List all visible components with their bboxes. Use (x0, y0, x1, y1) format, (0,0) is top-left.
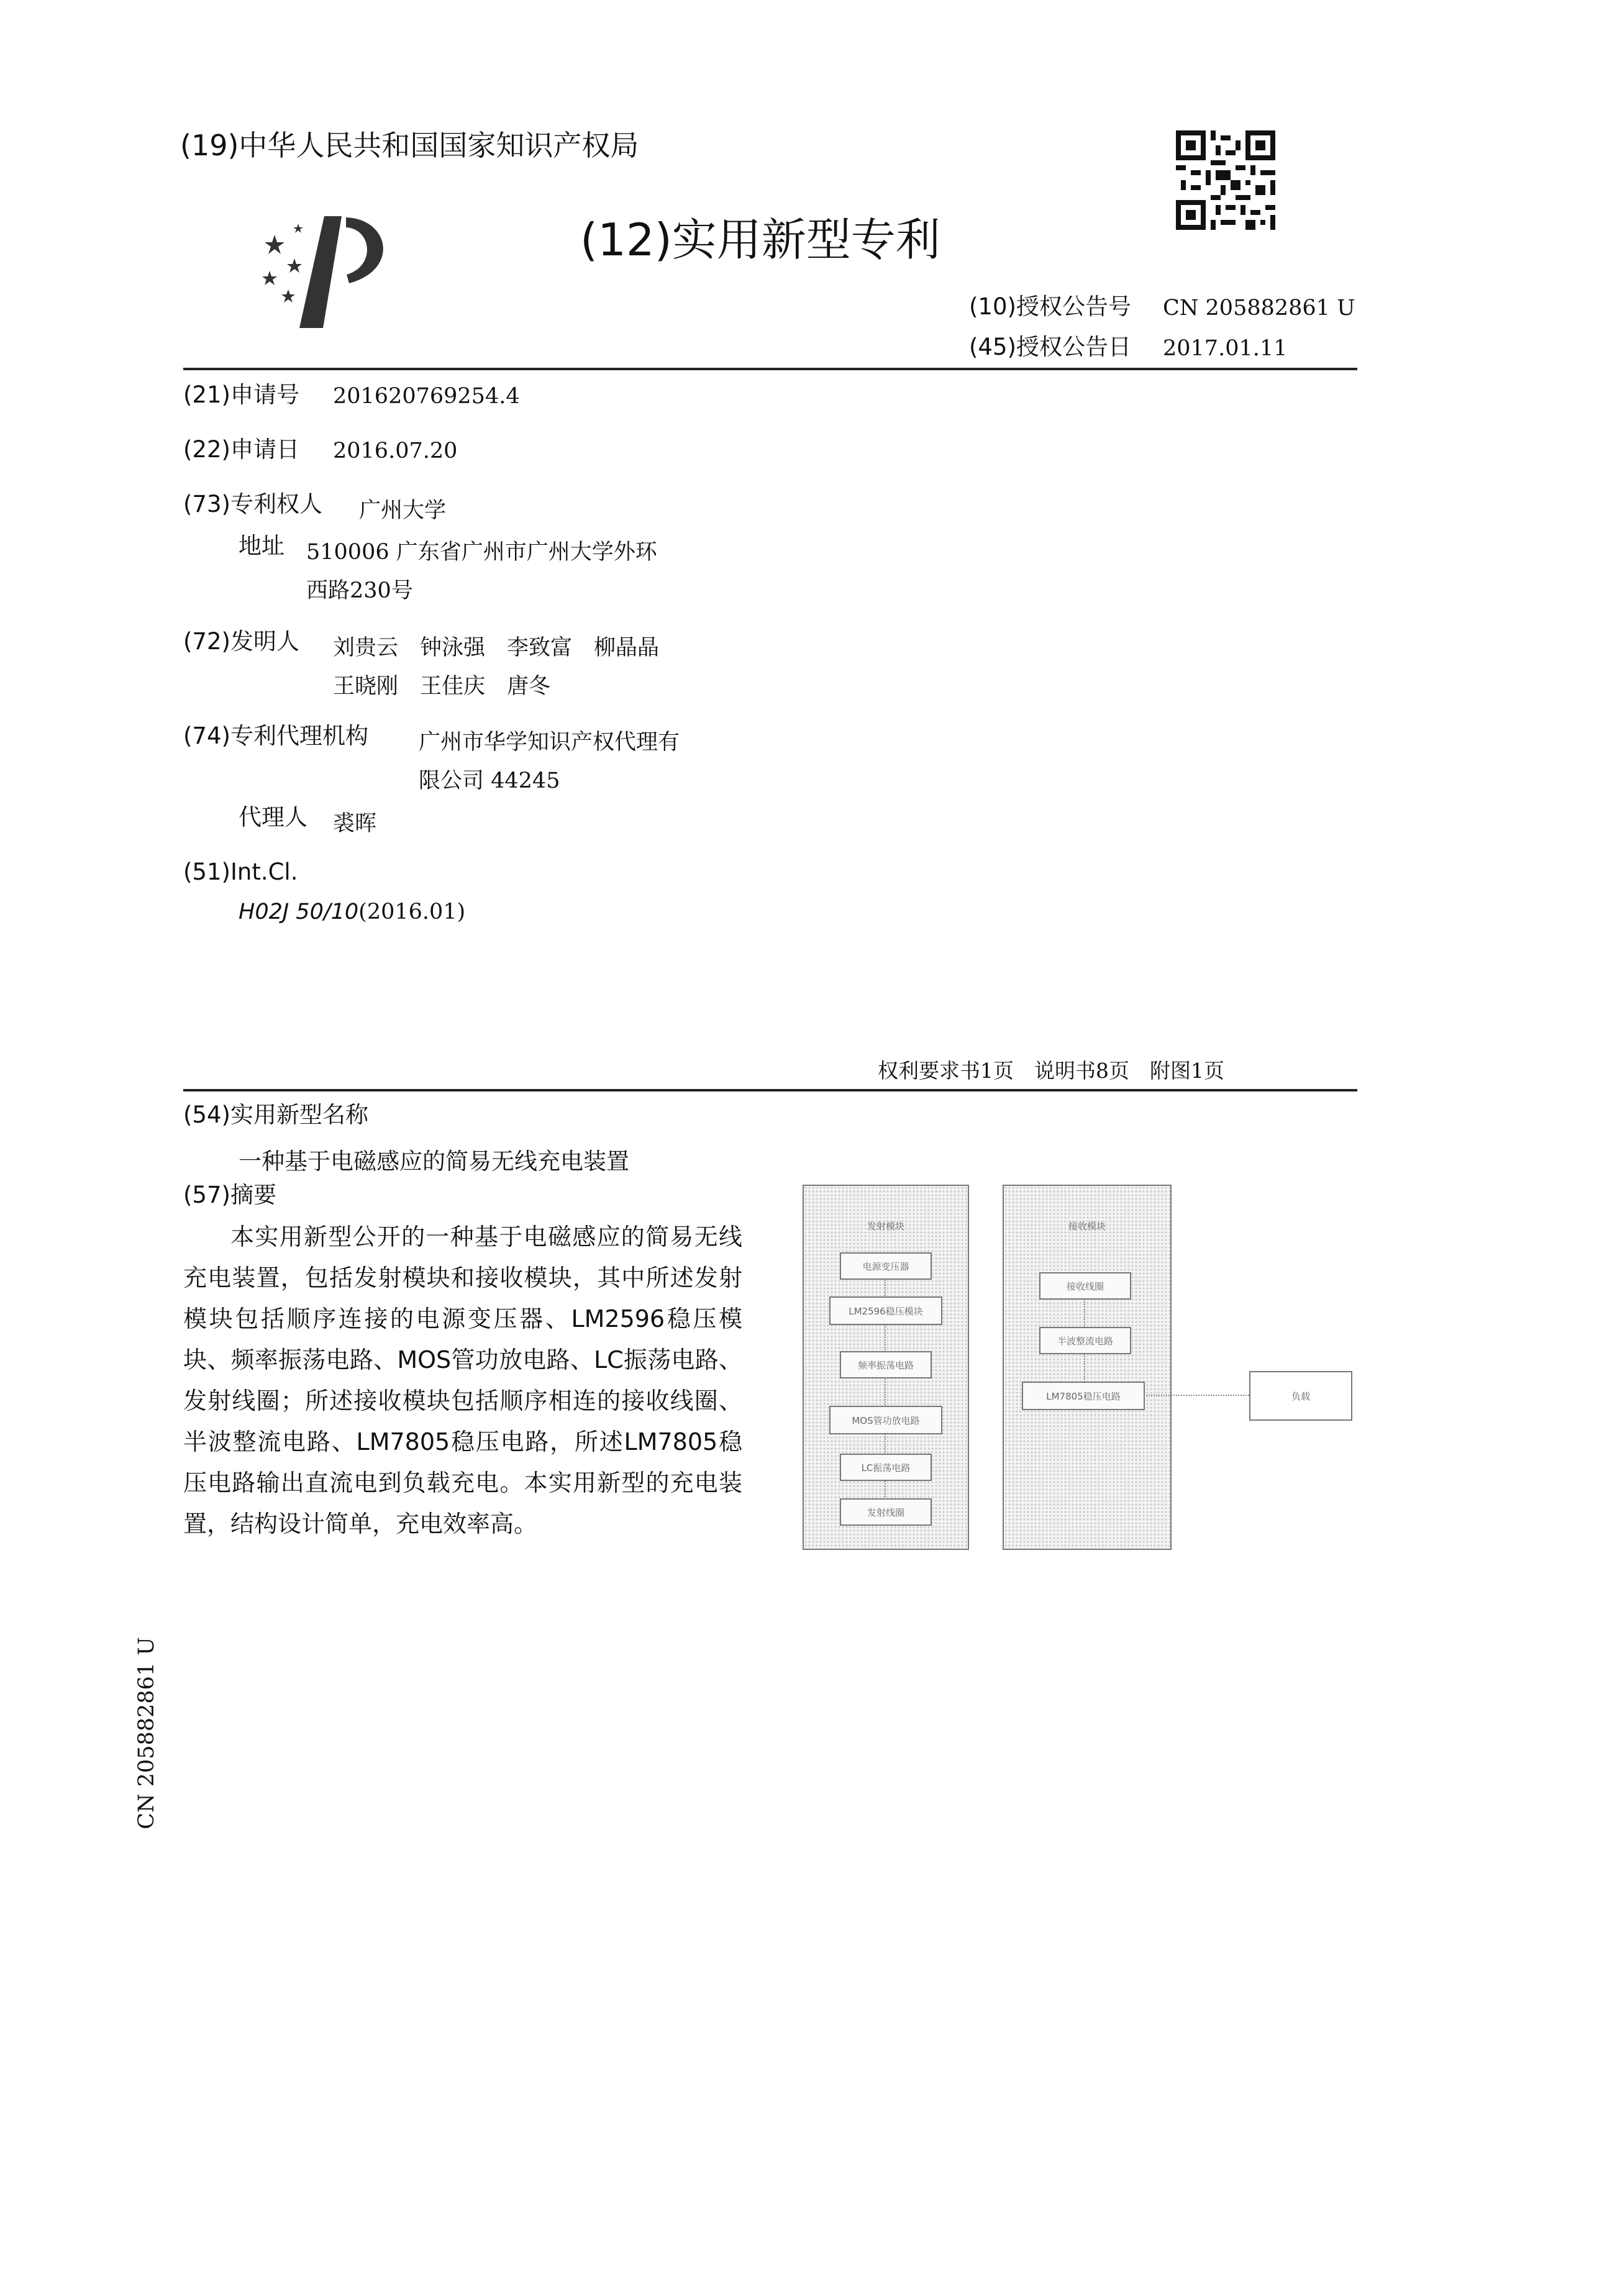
abstract-label: (57)摘要 (183, 1182, 276, 1208)
address-line-1: 510006 广东省广州市广州大学外环 (306, 540, 657, 565)
pub-no-label: (10)授权公告号 (969, 293, 1131, 320)
pub-no-value: CN 205882861 U (1163, 296, 1355, 321)
inventors-label: (72)发明人 (183, 628, 299, 655)
receiver-module-panel (1003, 1185, 1172, 1550)
side-publication-number: CN 205882861 U (134, 1637, 159, 1829)
receiver-block-half-wave-rectifier: 半波整流电路 (1039, 1327, 1131, 1354)
transmitter-block-frequency-oscillator: 频率振荡电路 (840, 1351, 932, 1378)
patentee-value: 广州大学 (359, 498, 447, 523)
pub-date-label: (45)授权公告日 (969, 334, 1131, 360)
qr-code (1176, 130, 1275, 230)
agency-line-2: 限公司 44245 (419, 768, 560, 793)
page-count-summary: 权利要求书1页 说明书8页 附图1页 (878, 1059, 1224, 1083)
agent-value: 裘晖 (333, 811, 377, 836)
inventors-line-1: 刘贵云 钟泳强 李致富 柳晶晶 (333, 636, 660, 660)
transmitter-block-mos-amplifier: MOS管功放电路 (829, 1406, 942, 1434)
receiver-block-receive-coil: 接收线圈 (1039, 1272, 1131, 1300)
intcl-label: (51)Int.Cl. (183, 859, 298, 885)
intcl-classification (239, 901, 465, 923)
receiver-module-title: 接收模块 (1068, 1221, 1106, 1232)
abstract-text: 本实用新型公开的一种基于电磁感应的简易无线充电装置，包括发射模块和接收模块，其中所述发射模块包括顺序连接的电源变压器、LM2596稳压模块、频率振荡电路、MOS管功放电路、LC振荡电路、发射线圈；所述接收模块包括顺序相连的接收线圈、半波整流电路、LM7805稳压电路，所述LM7805稳压电路输出直流电到负载充电。本实用新型的充电装置，结构设计简单，充电效率高。 (183, 1223, 742, 1538)
inventors-line-2: 王晓刚 王佳庆 唐冬 (333, 674, 551, 699)
header-divider (183, 368, 1357, 370)
transmitter-block-lc-oscillator: LC振荡电路 (840, 1454, 932, 1481)
transmitter-block-lm2596: LM2596稳压模块 (829, 1296, 942, 1325)
utility-model-title: 一种基于电磁感应的简易无线充电装置 (239, 1148, 629, 1175)
load-connector (1144, 1395, 1249, 1396)
title-label: (54)实用新型名称 (183, 1101, 368, 1128)
intcl-code: H02J 50/10 (239, 900, 359, 924)
address-line-2: 西路230号 (306, 578, 413, 603)
intcl-version: (2016.01) (358, 900, 466, 924)
address-label: 地址 (239, 532, 285, 559)
transmitter-block-power-transformer: 电源变压器 (840, 1252, 932, 1280)
app-no-label: (21)申请号 (183, 381, 299, 408)
patent-office-name: (19)中华人民共和国国家知识产权局 (180, 129, 639, 162)
agency-label: (74)专利代理机构 (183, 722, 368, 749)
load-block: 负载 (1249, 1371, 1352, 1421)
app-no-value: 201620769254.4 (333, 384, 520, 409)
patentee-label: (73)专利权人 (183, 491, 322, 517)
pub-date-value: 2017.01.11 (1163, 336, 1288, 361)
transmitter-module-title: 发射模块 (867, 1221, 904, 1232)
agency-line-1: 广州市华学知识产权代理有 (419, 730, 680, 755)
app-date-label: (22)申请日 (183, 436, 299, 463)
transmitter-block-transmit-coil: 发射线圈 (840, 1498, 932, 1526)
document-kind-title: (12)实用新型专利 (580, 214, 940, 266)
summary-divider (183, 1089, 1357, 1091)
app-date-value: 2016.07.20 (333, 439, 458, 463)
agent-label: 代理人 (239, 804, 307, 831)
cnipa-logo (256, 210, 396, 332)
receiver-block-lm7805: LM7805稳压电路 (1022, 1382, 1145, 1410)
